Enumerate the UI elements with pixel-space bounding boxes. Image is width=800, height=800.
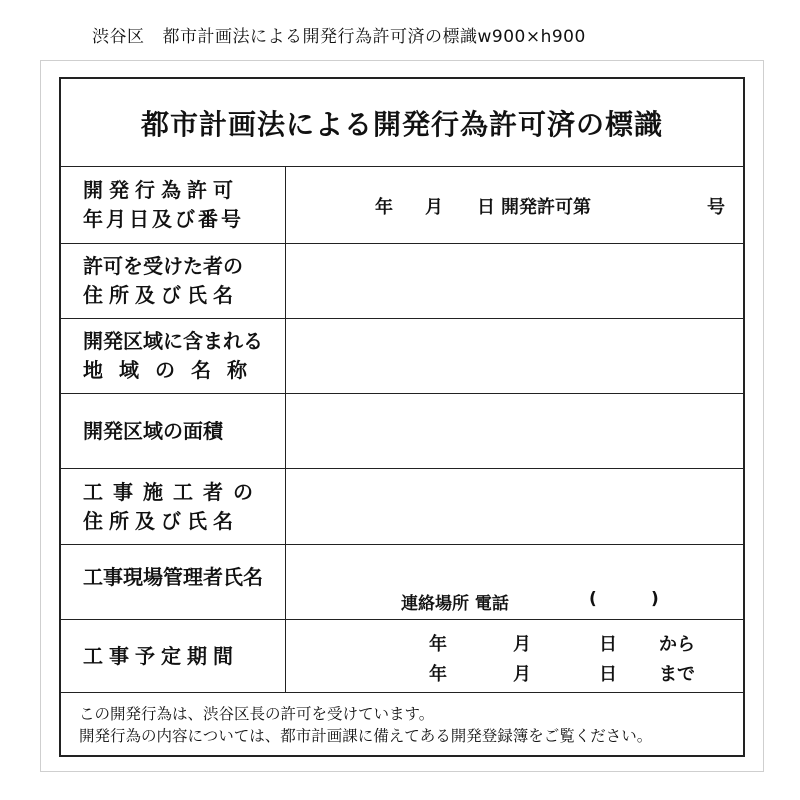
contact-paren-open: ( xyxy=(589,589,597,609)
row-value xyxy=(287,469,743,544)
row-area-size xyxy=(61,394,743,469)
row-label: 工事現場管理者氏名 xyxy=(61,545,286,619)
number-suffix-label: 号 xyxy=(707,197,725,218)
day-label: 日 xyxy=(477,197,495,218)
caption-ward: 渋谷区 xyxy=(92,27,145,47)
sign-title: 都市計画法による開発行為許可済の標識 xyxy=(61,79,743,167)
row-permittee xyxy=(61,244,743,319)
row-label: 工事予定期間 xyxy=(61,620,286,692)
sign-footer xyxy=(61,693,743,755)
start-month: 月 xyxy=(513,634,531,655)
row-value xyxy=(287,244,743,318)
row-value xyxy=(287,319,743,393)
contact-paren-close: ) xyxy=(651,589,659,609)
end-year: 年 xyxy=(429,664,447,685)
row-label: 開発区域に含まれる 地域の名称 xyxy=(61,319,286,393)
caption-text: 都市計画法による開発行為許可済の標識w900×h900 xyxy=(162,27,586,47)
row-value xyxy=(287,394,743,468)
sign-board xyxy=(59,77,745,757)
row-label: 開発区域の面積 xyxy=(61,394,286,468)
start-year: 年 xyxy=(429,634,447,655)
row-schedule xyxy=(61,620,743,693)
row-permit-date-number xyxy=(61,167,743,244)
end-day: 日 xyxy=(599,664,617,685)
contact-label: 連絡場所 電話 xyxy=(401,594,509,614)
row-label: 工事施工者の 住所及び氏名 xyxy=(61,469,286,544)
row-value xyxy=(287,545,743,619)
row-label: 許可を受けた者の 住所及び氏名 xyxy=(61,244,286,318)
row-site-manager xyxy=(61,545,743,620)
year-label: 年 xyxy=(375,197,393,218)
footer-line: 開発行為の内容については、都市計画課に備えてある開発登録簿をご覧ください。 xyxy=(79,727,653,745)
row-area-name xyxy=(61,319,743,394)
permit-number-label: 開発許可第 xyxy=(501,197,591,218)
start-suffix: から xyxy=(659,634,695,655)
product-caption xyxy=(92,22,586,47)
end-suffix: まで xyxy=(659,664,695,685)
start-day: 日 xyxy=(599,634,617,655)
footer-line: この開発行為は、渋谷区長の許可を受けています。 xyxy=(79,705,435,723)
row-label: 開発行為許可 年月日及び番号 xyxy=(61,167,286,243)
row-contractor xyxy=(61,469,743,545)
row-value xyxy=(287,620,743,692)
end-month: 月 xyxy=(513,664,531,685)
row-value xyxy=(287,167,743,243)
month-label: 月 xyxy=(425,197,443,218)
